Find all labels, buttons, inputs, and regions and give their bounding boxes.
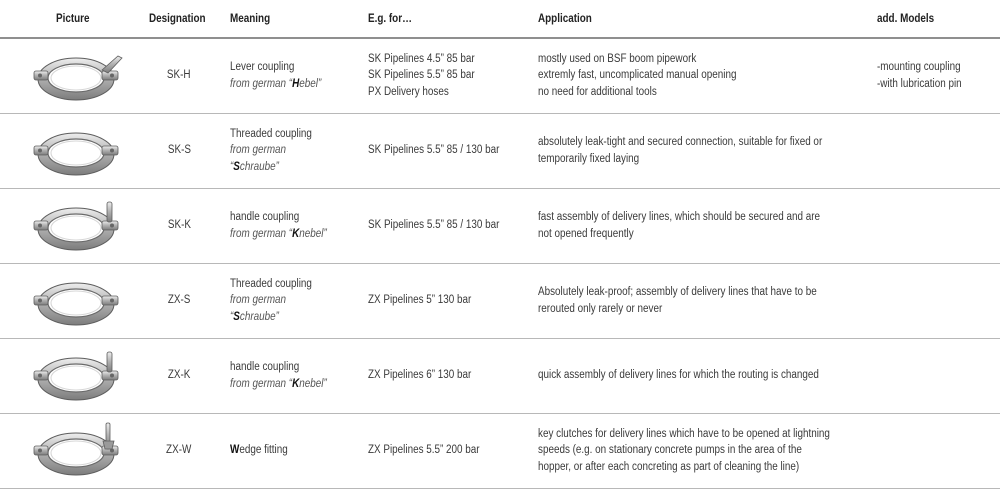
meaning-title: Lever coupling <box>230 61 295 73</box>
application-line: temporarily fixed laying <box>538 152 640 165</box>
application-line: fast assembly of delivery lines, which should be secured and are <box>538 211 821 223</box>
application-line: mostly used on BSF boom pipework <box>538 52 697 65</box>
threaded-coupling-image <box>28 271 126 331</box>
meaning-rest: nebel” <box>299 377 327 390</box>
designation-cell <box>150 188 208 263</box>
models-cell <box>877 263 997 338</box>
example-cell <box>368 188 533 263</box>
meaning-title: handle coupling <box>230 361 300 373</box>
meaning-letter: W <box>230 444 240 457</box>
application-line: hopper, or after each concreting as part of cleaning the line) <box>538 460 800 473</box>
meaning-cell <box>230 263 360 338</box>
application-cell <box>538 413 873 488</box>
meaning-origin-word: “Schraube” <box>230 310 279 323</box>
example-cell <box>368 413 533 488</box>
meaning-rest: edge fitting <box>239 444 288 457</box>
meaning-rest: ebel” <box>299 77 322 90</box>
lever-coupling-image <box>28 46 126 106</box>
models-cell <box>877 38 997 113</box>
models-cell <box>877 113 997 188</box>
table-header <box>0 0 1000 39</box>
meaning-letter: K <box>292 227 300 240</box>
handle-coupling-image <box>28 196 126 256</box>
example-line: PX Delivery hoses <box>368 85 449 98</box>
header-meaning: Meaning <box>230 13 271 25</box>
wedge-fitting-image <box>28 421 126 481</box>
meaning-pre: from german “ <box>230 227 293 240</box>
application-cell <box>538 263 873 338</box>
header-application: Application <box>538 13 592 25</box>
application-cell <box>538 338 873 413</box>
designation: SK-S <box>167 144 191 157</box>
meaning-pre: from german “ <box>230 377 293 390</box>
model-line: -with lubrication pin <box>877 77 962 90</box>
meaning-line <box>230 442 342 459</box>
example-cell <box>368 338 533 413</box>
application-cell <box>538 113 873 188</box>
example-line: SK Pipelines 5.5” 85 / 130 bar <box>368 144 500 157</box>
meaning-origin: from german <box>230 144 287 157</box>
header-picture: Picture <box>56 13 90 25</box>
meaning-origin <box>230 76 342 93</box>
meaning-rest: nebel” <box>299 227 327 240</box>
example-line: ZX Pipelines 6” 130 bar <box>368 369 472 382</box>
models-cell <box>877 338 997 413</box>
example-line: SK Pipelines 5.5” 85 bar <box>368 69 475 82</box>
application-line: absolutely leak-tight and secured connection, suitable for fixed or <box>538 136 823 148</box>
meaning-origin <box>230 226 342 243</box>
meaning-origin <box>230 376 342 393</box>
table-row <box>0 113 1000 189</box>
application-cell <box>538 188 873 263</box>
table-row <box>0 338 1000 414</box>
designation: ZX-W <box>166 444 192 457</box>
table-row <box>0 188 1000 264</box>
table-row <box>0 413 1000 489</box>
example-line: ZX Pipelines 5” 130 bar <box>368 294 472 307</box>
designation: SK-K <box>167 219 191 232</box>
meaning-pre: from german “ <box>230 77 293 90</box>
meaning-letter: S <box>233 160 240 173</box>
example-cell <box>368 38 533 113</box>
designation-cell <box>150 263 208 338</box>
designation-cell <box>150 38 208 113</box>
table-row <box>0 38 1000 114</box>
handle-coupling-image <box>28 346 126 406</box>
application-line: quick assembly of delivery lines for which the routing is changed <box>538 369 819 382</box>
header-designation: Designation <box>149 13 206 25</box>
designation: ZX-S <box>167 294 191 307</box>
designation: ZX-K <box>167 369 191 382</box>
meaning-cell <box>230 413 360 488</box>
models-cell <box>877 188 997 263</box>
designation: SK-H <box>167 69 191 82</box>
threaded-coupling-image <box>28 121 126 181</box>
example-line: SK Pipelines 5.5” 85 / 130 bar <box>368 219 500 232</box>
application-cell <box>538 38 873 113</box>
meaning-rest: chraube” <box>239 310 279 323</box>
application-line: no need for additional tools <box>538 85 657 98</box>
application-line: Absolutely leak-proof; assembly of delivery lines that have to be <box>538 286 817 298</box>
meaning-origin: from german <box>230 294 287 307</box>
application-line: not opened frequently <box>538 227 634 240</box>
model-line: -mounting coupling <box>877 61 961 73</box>
meaning-cell <box>230 188 360 263</box>
meaning-rest: chraube” <box>239 160 279 173</box>
designation-cell <box>150 113 208 188</box>
application-line: speeds (e.g. on stationary concrete pumps in the area of the <box>538 444 802 457</box>
models-cell <box>877 413 997 488</box>
application-line: key clutches for delivery lines which have to be opened at lightning <box>538 427 830 440</box>
meaning-letter: S <box>233 310 240 323</box>
header-example: E.g. for… <box>368 13 412 25</box>
table-row <box>0 263 1000 339</box>
designation-cell <box>150 338 208 413</box>
meaning-title: Threaded coupling <box>230 277 312 290</box>
header-models: add. Models <box>877 13 935 25</box>
meaning-cell <box>230 38 360 113</box>
example-cell <box>368 113 533 188</box>
meaning-title: Threaded coupling <box>230 127 312 140</box>
meaning-origin-word: “Schraube” <box>230 160 279 173</box>
meaning-cell <box>230 338 360 413</box>
application-line: extremly fast, uncomplicated manual opening <box>538 69 737 82</box>
application-line: rerouted only rarely or never <box>538 302 663 315</box>
meaning-cell <box>230 113 360 188</box>
example-cell <box>368 263 533 338</box>
example-line: SK Pipelines 4.5” 85 bar <box>368 52 475 65</box>
example-line: ZX Pipelines 5.5” 200 bar <box>368 444 480 457</box>
meaning-letter: H <box>292 77 300 90</box>
meaning-letter: K <box>292 377 300 390</box>
designation-cell <box>150 413 208 488</box>
meaning-title: handle coupling <box>230 211 300 223</box>
